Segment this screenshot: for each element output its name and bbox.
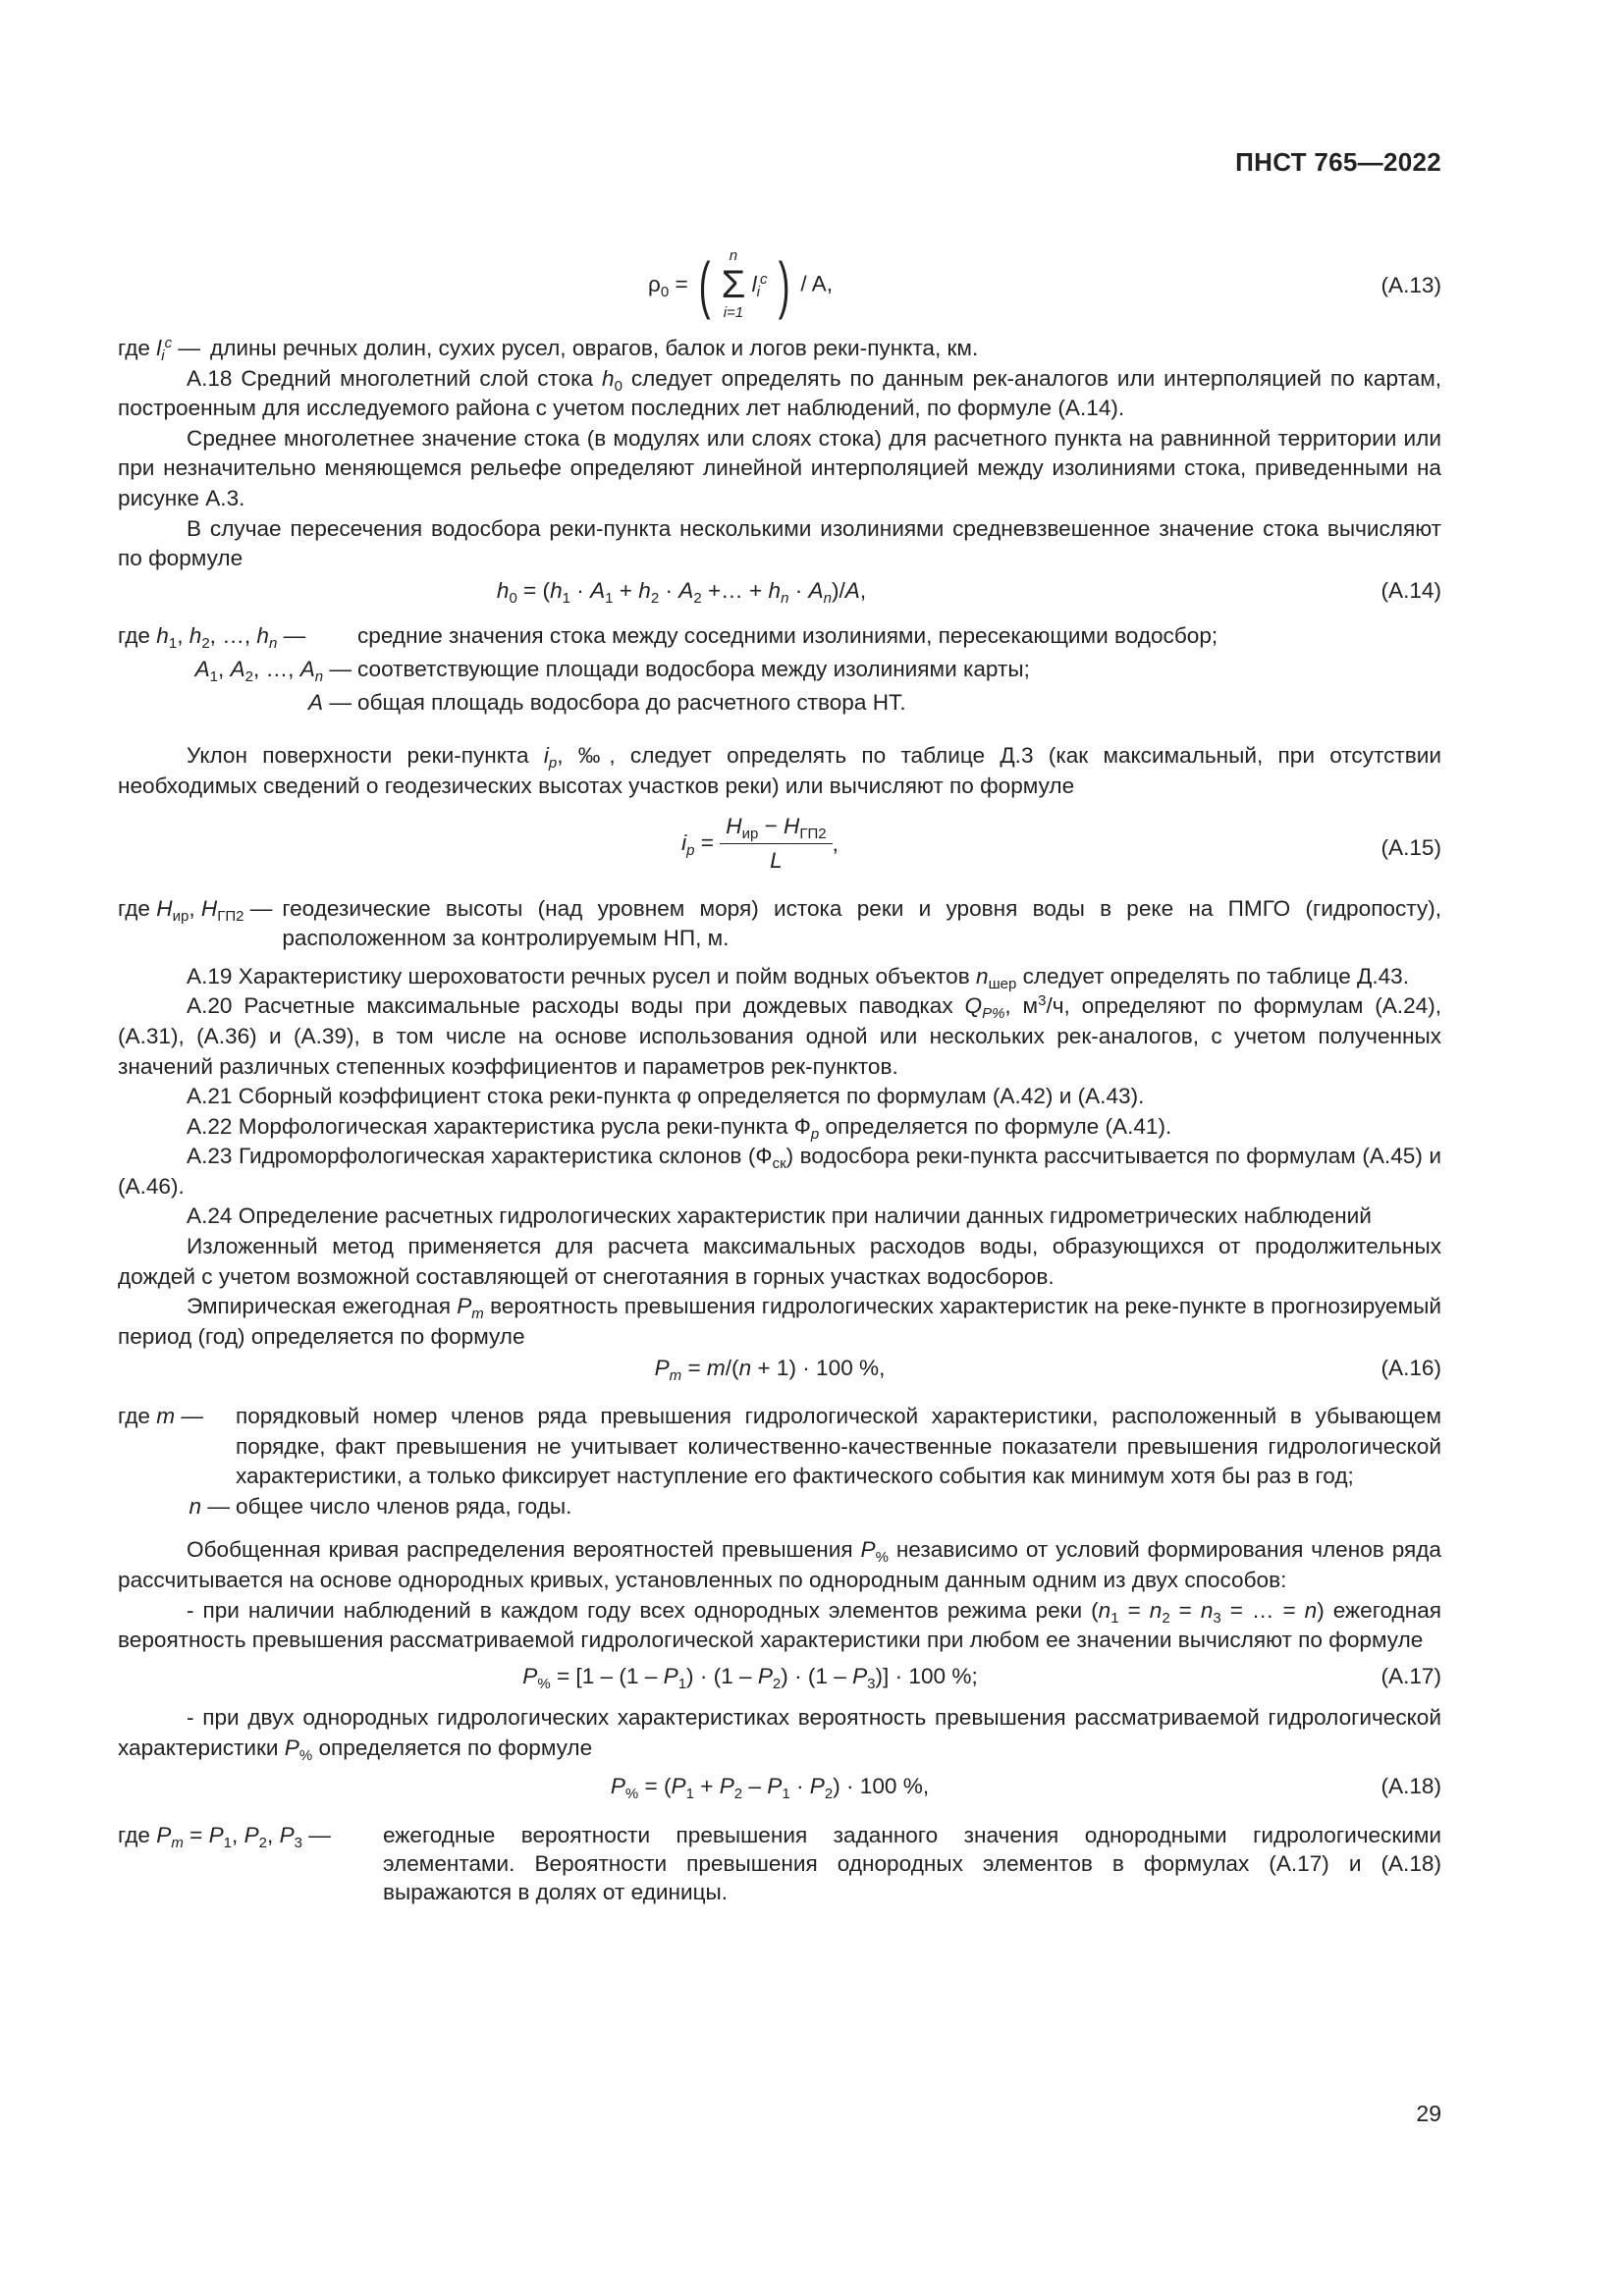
paragraph: Эмпирическая ежегодная $P_m$ вероятность превышения гидрологических характеристик на реке-пункте в прогнозируемый период (год) определяется по формуле bbox=[118, 1294, 1441, 1349]
paragraph-a20: А.20 Расчетные максимальные расходы воды при дождевых паводках $Q_{P\%}$, $м^3/ч$, определяют по формулам (А.24), (А.31), (А.36) и (А.39), в том числе на основе использования одной или нескольких рек-аналогов, с учетом полученных значений различных степенных коэффициентов и параметров рек-пунктов. bbox=[118, 992, 1442, 1079]
formula-a17: $P_{\%} = [1 - (1 - P_1) \cdot (1 - P_2) \cdot (1 - P_3)] \cdot 100$ %; (А.17) bbox=[522, 1663, 1441, 1692]
formula-a18: $P_{\%} = (P_1 + P_2 - P_1 \cdot P_2) \cdot 100$ %, (А.18) bbox=[610, 1773, 1441, 1802]
page-number: 29 bbox=[1416, 2101, 1441, 2126]
variable-label: n — bbox=[189, 1493, 230, 1519]
paragraph: Обобщенная кривая распределения вероятностей превышения $P_{\%}$ независимо от условий формирования членов ряда рассчитывается на основе однородных кривых, установленных по однородным данным одним из двух способов: bbox=[118, 1537, 1441, 1592]
variable-label: где $P_m = P_1$, $P_2$, $P_3$ — bbox=[118, 1823, 331, 1852]
sum-symbol: n Σ i=1 bbox=[721, 247, 746, 321]
variable-label: A — bbox=[308, 690, 352, 716]
paragraph-a24: А.24 Определение расчетных гидрологических характеристик при наличии данных гидрометрических наблюдений bbox=[187, 1203, 1372, 1229]
variable-label: $A_1$, $A_2$, …, $A_n$ — bbox=[194, 657, 352, 686]
where-list-a13: где $l_i^c$ — длины речных долин, сухих русел, оврагов, балок и логов реки-пункта, км. bbox=[118, 335, 979, 364]
paragraph-a23: А.23 Гидроморфологическая характеристика склонов $(Ф_{ск})$ водосбора реки-пункта рассчитывается по формулам (А.45) и (А.46). bbox=[118, 1144, 1441, 1199]
paragraph: - при наличии наблюдений в каждом году всех однородных элементов режима реки ($n_1 = n_2 = n_3$ = … = n) ежегодная вероятность превышения рассматриваемой гидрологической характеристики при любом ее значении вычисляют по формуле bbox=[118, 1597, 1442, 1653]
formula-a16: $P_m = m/(n + 1) \cdot 100$ %, (А.16) bbox=[654, 1356, 1441, 1385]
formula-a15: $i_p$ = $\frac{H_{ир} - H_{ГП2}}{L}$ , (А.15) bbox=[118, 812, 1441, 886]
variable-label: где m — bbox=[118, 1404, 203, 1429]
fraction: $\frac{H_{ир} - H_{ГП2}}{L}$ bbox=[720, 812, 832, 877]
paragraph-a18: А.18 Средний многолетний слой стока $h_0$ следует определять по данным рек-аналогов или интерполяцией по картам, построенным для исследуемого района с учетом последних лет наблюдений, по формуле (А.14). bbox=[118, 365, 1442, 421]
equation-number: (А.18) bbox=[1380, 1773, 1441, 1798]
where-list-a14: где $h_1$, $h_2$, …, $h_n$ — средние значения стока между соседними изолиниями, пересекающими водосбор; $A_1$, $A_2$, …, $A_n$ — соответствующие площади водосбора между изолиниями карты; A — общая площадь водосбора до расчетного створа НТ. bbox=[118, 619, 1441, 720]
equation-number: (А.17) bbox=[1380, 1663, 1441, 1688]
formula-a13: $\rho_0$ = ( n Σ i=1 $l_i^c$ ) / A, (А.13) bbox=[648, 247, 1441, 321]
document-body bbox=[118, 247, 1441, 1906]
where-list-a16: где m — порядковый номер членов ряда превышения гидрологической характеристики, расположенный в убывающем порядке, факт превышения не учитывает количественно-качественные показатели превышения гидрологической характеристики, а только фиксирует наступление его фактического события как минимум хотя бы раз в год; n — общее число членов ряда, годы. bbox=[118, 1402, 1441, 1522]
equation-number: (А.16) bbox=[1380, 1356, 1441, 1381]
where-list-a18: где $P_m = P_1$, $P_2$, $P_3$ — ежегодные вероятности превышения заданного значения однородными гидрологическими элементами. Вероятности превышения однородных элементов в формулах (А.17) и (А.18) выражаются в долях от единицы. bbox=[118, 1823, 1441, 1905]
paragraph-a21: А.21 Сборный коэффициент стока реки-пункта φ определяется по формулам (А.42) и (А.43). bbox=[187, 1084, 1145, 1109]
paragraph: Уклон поверхности реки-пункта $i_p$, ‰, следует определять по таблице Д.3 (как максимальный, при отсутствии необходимых сведений о геодезических высотах участков реки) или вычисляют по формуле bbox=[118, 743, 1441, 798]
paragraph: Среднее многолетнее значение стока (в модулях или слоях стока) для расчетного пункта на равнинной территории или при незначительно меняющемся рельефе определяют линейной интерполяцией между изолиниями стока, приведенными на рисунке А.3. bbox=[118, 425, 1441, 510]
variable-label: где $h_1$, $h_2$, …, $h_n$ — bbox=[118, 623, 306, 653]
formula-a14: $h_0 = (h_1 \cdot A_1 + h_2 \cdot A_2$ +… + $h_n \cdot A_n)/A$, (А.14) bbox=[496, 577, 1441, 607]
variable-label: где $H_{ир}$, $H_{ГП2}$ — bbox=[118, 895, 273, 925]
equation-number: (А.13) bbox=[1380, 273, 1441, 297]
document-id: ПНСТ 765—2022 bbox=[1235, 147, 1441, 177]
paragraph: В случае пересечения водосбора реки-пункта несколькими изолиниями средневзвешенное значение стока вычисляют по формуле bbox=[118, 515, 1441, 571]
variable-label: где $l_i^c$ — bbox=[118, 335, 201, 364]
paragraph: Изложенный метод применяется для расчета максимальных расходов воды, образующихся от продолжительных дождей с учетом возможной составляющей от снеготаяния в горных участках водосборов. bbox=[118, 1234, 1441, 1289]
where-list-a15: где $H_{ир}$, $H_{ГП2}$ — геодезические высоты (над уровнем моря) истока реки и уровня воды в реке на ПМГО (гидропосту), расположенном за контролируемым НП, м. bbox=[118, 894, 1441, 954]
paragraph: - при двух однородных гидрологических характеристиках вероятность превышения рассматриваемой гидрологической характеристики $P_{\%}$ определяется по формуле bbox=[118, 1705, 1441, 1764]
equation-number: (А.15) bbox=[1380, 834, 1441, 860]
paragraph-a22: А.22 Морфологическая характеристика русла реки-пункта $Ф_р$ определяется по формуле (А.41). bbox=[187, 1113, 1172, 1143]
equation-number: (А.14) bbox=[1380, 577, 1441, 603]
paragraph-a19: А.19 Характеристику шероховатости речных русел и пойм водных объектов $n_{шер}$ следует определять по таблице Д.43. bbox=[187, 963, 1410, 992]
